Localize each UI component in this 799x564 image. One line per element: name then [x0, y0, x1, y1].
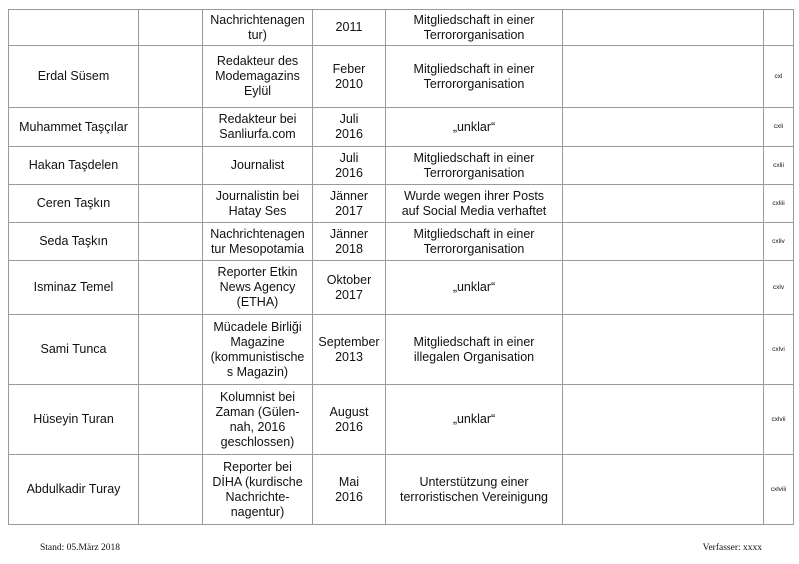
table-row [9, 10, 794, 46]
footnote-ref: cxliii [764, 185, 794, 223]
journalist-name: Seda Taşkın [9, 223, 139, 261]
arrest-date-cell: September 2013 [313, 315, 386, 385]
footnote-ref: cxl [764, 46, 794, 108]
empty-cell [139, 46, 203, 108]
empty-cell [139, 223, 203, 261]
footnote-ref: cxlii [764, 147, 794, 185]
note-cell [563, 46, 764, 108]
employer-cell: Reporter bei DİHA (kurdische Nachrichte- nagentur) [203, 455, 313, 525]
table-row [9, 46, 794, 108]
reason-cell: Mitgliedschaft in einer Terrororganisation [386, 223, 563, 261]
reason-cell: Wurde wegen ihrer Posts auf Social Media verhaftet [386, 185, 563, 223]
footer-author: Verfasser: xxxx [702, 543, 762, 553]
arrest-date-cell: Feber 2010 [313, 46, 386, 108]
arrest-date-cell: Oktober 2017 [313, 261, 386, 315]
reason-cell: Mitgliedschaft in einer Terrororganisation [386, 10, 563, 46]
arrest-date-cell: August 2016 [313, 385, 386, 455]
empty-cell [139, 455, 203, 525]
note-cell [563, 223, 764, 261]
table-row [9, 315, 794, 385]
arrest-date-cell: 2011 [313, 10, 386, 46]
note-cell [563, 261, 764, 315]
reason-cell: Mitgliedschaft in einer Terrororganisation [386, 147, 563, 185]
journalist-name [9, 10, 139, 46]
journalist-name: Hüseyin Turan [9, 385, 139, 455]
arrest-date-cell: Juli 2016 [313, 147, 386, 185]
journalist-table [8, 9, 794, 525]
footnote-ref [764, 10, 794, 46]
employer-cell: Kolumnist bei Zaman (Gülen- nah, 2016 geschlossen) [203, 385, 313, 455]
footnote-ref: cxlviii [764, 455, 794, 525]
empty-cell [139, 147, 203, 185]
journalist-name: Muhammet Taşçılar [9, 108, 139, 147]
table-row [9, 223, 794, 261]
footer-date: Stand: 05.März 2018 [40, 543, 120, 553]
table-row [9, 185, 794, 223]
note-cell [563, 108, 764, 147]
reason-cell: Unterstützung einer terroristischen Vereinigung [386, 455, 563, 525]
empty-cell [139, 315, 203, 385]
employer-cell: Redakteur des Modemagazins Eylül [203, 46, 313, 108]
arrest-date-cell: Jänner 2018 [313, 223, 386, 261]
reason-cell: Mitgliedschaft in einer illegalen Organisation [386, 315, 563, 385]
note-cell [563, 455, 764, 525]
journalist-name: Ceren Taşkın [9, 185, 139, 223]
empty-cell [139, 385, 203, 455]
empty-cell [139, 261, 203, 315]
note-cell [563, 147, 764, 185]
reason-cell: „unklar“ [386, 261, 563, 315]
employer-cell: Mücadele Birliği Magazine (kommunistische s Magazin) [203, 315, 313, 385]
reason-cell: „unklar“ [386, 108, 563, 147]
footnote-ref: cxliv [764, 223, 794, 261]
journalist-name: Sami Tunca [9, 315, 139, 385]
employer-cell: Nachrichtenagen tur Mesopotamia [203, 223, 313, 261]
footnote-ref: cxlvii [764, 385, 794, 455]
arrest-date-cell: Juli 2016 [313, 108, 386, 147]
employer-cell: Journalistin bei Hatay Ses [203, 185, 313, 223]
arrest-date-cell: Mai 2016 [313, 455, 386, 525]
reason-cell: Mitgliedschaft in einer Terrororganisation [386, 46, 563, 108]
note-cell [563, 315, 764, 385]
employer-cell: Journalist [203, 147, 313, 185]
footnote-ref: cxlv [764, 261, 794, 315]
journalist-name: Hakan Taşdelen [9, 147, 139, 185]
table-row [9, 385, 794, 455]
table-row [9, 455, 794, 525]
empty-cell [139, 10, 203, 46]
arrest-date-cell: Jänner 2017 [313, 185, 386, 223]
employer-cell: Reporter Etkin News Agency (ETHA) [203, 261, 313, 315]
reason-cell: „unklar“ [386, 385, 563, 455]
table-body [9, 10, 794, 525]
note-cell [563, 185, 764, 223]
journalist-name: Erdal Süsem [9, 46, 139, 108]
note-cell [563, 10, 764, 46]
journalist-name: Abdulkadir Turay [9, 455, 139, 525]
employer-cell: Redakteur bei Sanliurfa.com [203, 108, 313, 147]
journalist-name: Isminaz Temel [9, 261, 139, 315]
table-row [9, 261, 794, 315]
table-row [9, 108, 794, 147]
empty-cell [139, 108, 203, 147]
employer-cell: Nachrichtenagen tur) [203, 10, 313, 46]
table-row [9, 147, 794, 185]
empty-cell [139, 185, 203, 223]
note-cell [563, 385, 764, 455]
footnote-ref: cxlvi [764, 315, 794, 385]
footnote-ref: cxli [764, 108, 794, 147]
